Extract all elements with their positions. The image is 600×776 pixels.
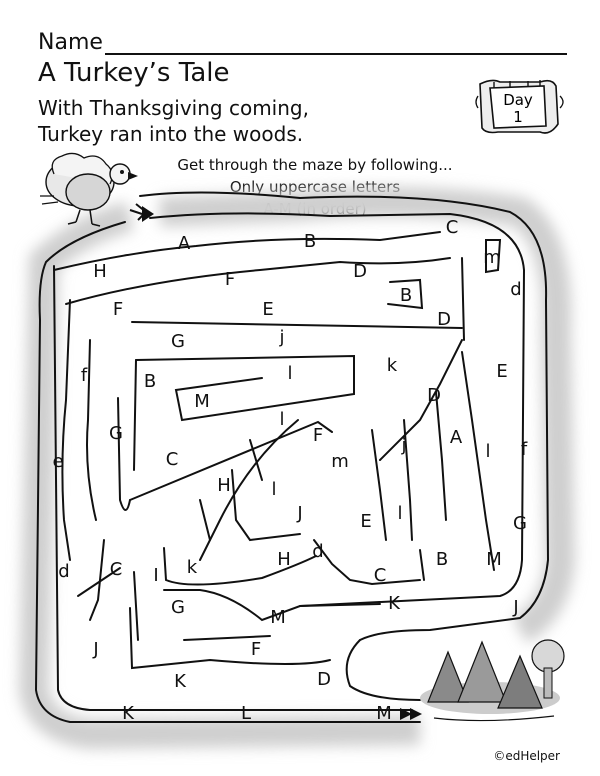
maze-letter: d [312, 541, 324, 562]
maze-letter: F [112, 299, 124, 320]
maze-letter: k [386, 355, 398, 376]
maze-letter: l [397, 503, 403, 524]
worksheet-title: A Turkey’s Tale [38, 58, 230, 88]
instruction-line-2: Only uppercase letters [229, 178, 401, 196]
maze-letter: E [496, 361, 508, 382]
credit-text: ©edHelper [493, 749, 560, 763]
maze-letter: M [194, 391, 210, 412]
maze-letter: J [513, 597, 519, 618]
maze-letter: B [303, 231, 317, 252]
maze-letter: d [58, 561, 70, 582]
calendar-day-label: Day [503, 91, 533, 109]
instruction-line-3: A-M (in order) [263, 200, 367, 218]
maze-letter: M [376, 703, 392, 724]
maze-letter: B [435, 549, 449, 570]
maze-letter: D [317, 669, 331, 690]
maze-letter: l [279, 409, 285, 430]
maze-letter: D [353, 261, 367, 282]
maze-letter: J [93, 639, 99, 660]
maze-letter: E [360, 511, 372, 532]
maze-letter: l [287, 363, 293, 384]
story-line-2: Turkey ran into the woods. [38, 122, 304, 146]
maze-letter: C [445, 217, 459, 238]
story-line-1: With Thanksgiving coming, [38, 96, 309, 120]
maze-letter: G [109, 423, 123, 444]
maze-letter: F [312, 425, 324, 446]
maze-letter: A [449, 427, 463, 448]
maze-letter: K [388, 593, 400, 614]
maze-letter: E [262, 299, 274, 320]
maze-letter: C [373, 565, 387, 586]
maze-letter: L [240, 703, 252, 724]
maze-letter: H [217, 475, 231, 496]
maze-letter: l [485, 441, 491, 462]
maze-letter: e [52, 451, 64, 472]
start-arrow-icon [130, 204, 154, 222]
maze-letter: m [483, 247, 501, 268]
maze-letter: D [437, 309, 451, 330]
maze-letter: M [486, 549, 502, 570]
maze-letter: j [401, 435, 407, 456]
maze-letter: f [80, 365, 88, 386]
maze-letter: M [270, 607, 286, 628]
maze-letter: H [93, 261, 107, 282]
maze-letter: l [271, 479, 277, 500]
maze-letter: d [510, 279, 522, 300]
maze-letter: C [165, 449, 179, 470]
name-label: Name [38, 30, 103, 55]
maze-letter: m [331, 451, 349, 472]
maze-letter: B [143, 371, 157, 392]
maze-letter: F [224, 269, 236, 290]
maze-letter: B [399, 285, 413, 306]
maze-letter: k [186, 557, 198, 578]
maze-letter: D [427, 385, 441, 406]
maze-letter: K [174, 671, 186, 692]
maze-letter: G [513, 513, 527, 534]
maze-letter: H [277, 549, 291, 570]
woods-icon [420, 640, 564, 721]
maze-walls [36, 192, 548, 722]
maze-letter: G [171, 597, 185, 618]
maze-letter: j [279, 327, 285, 348]
maze-letter: G [171, 331, 185, 352]
calendar-day-number: 1 [513, 108, 523, 126]
maze-letter: I [153, 565, 159, 586]
maze-letter: J [297, 503, 303, 524]
maze-letter: f [520, 439, 528, 460]
maze-letter: K [122, 703, 134, 724]
instruction-line-1: Get through the maze by following... [177, 156, 453, 174]
maze-letter: C [109, 559, 123, 580]
maze-letter: F [250, 639, 262, 660]
maze-letters [52, 217, 527, 724]
maze-letter: A [177, 233, 191, 254]
